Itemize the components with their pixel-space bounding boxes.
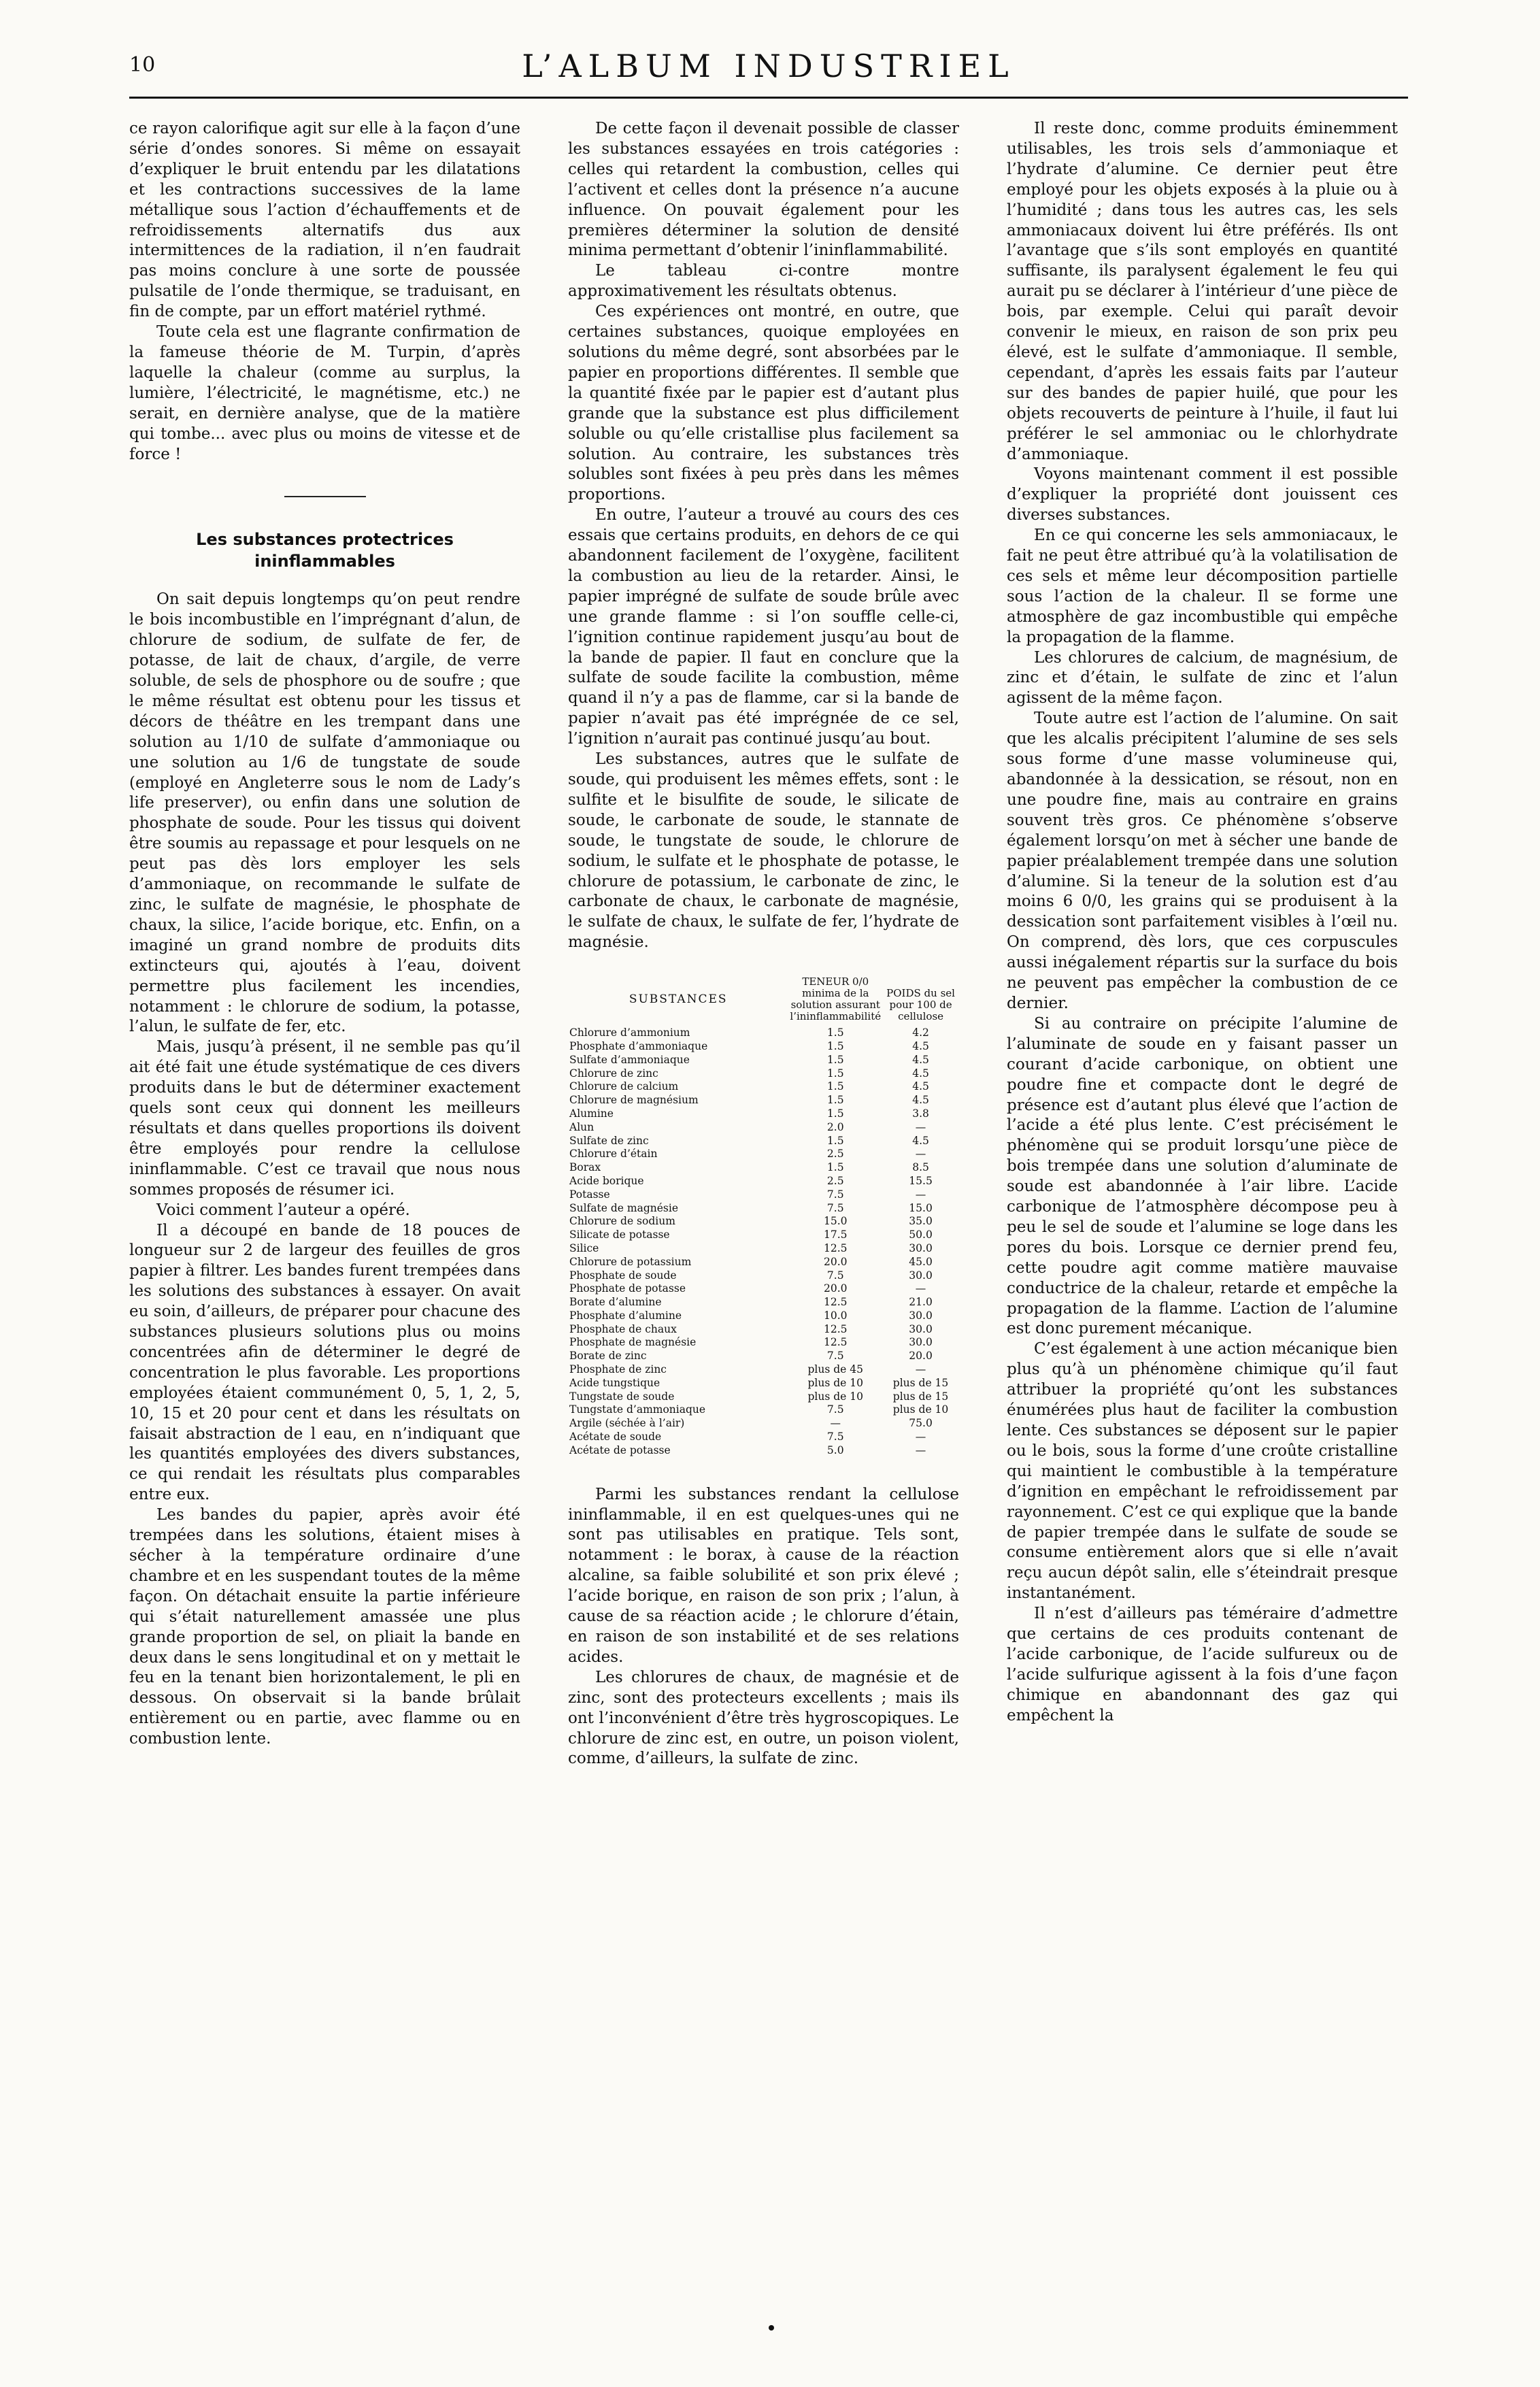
substance-name: Sulfate de magnésie [569,1201,678,1214]
header-rule [129,97,1408,99]
table-row [568,1135,959,1148]
substance-name: Tungstate d’ammoniaque [569,1403,706,1416]
table-row [568,1080,959,1094]
table-row [568,1107,959,1121]
teneur-value: 20.0 [823,1255,848,1268]
teneur-value: 1.5 [826,1053,844,1066]
poids-value: 30.0 [909,1269,933,1282]
poids-value: plus de 15 [892,1376,949,1389]
substance-name: Phosphate de zinc [569,1363,667,1376]
poids-value: 30.0 [909,1241,933,1254]
teneur-value: 12.5 [823,1296,848,1309]
poids-value: 4.5 [912,1053,929,1066]
substances-table [568,976,959,1458]
paragraph: Il n’est d’ailleurs pas téméraire d’admettre que certains de ces produits contenant de l’acide carbonique, de l’acide sulfureux ou de l’acide sulfurique agissent à la fois d’une façon chimique en abandonnant des gaz qui empêchent la [1007,1605,1398,1724]
teneur-value: plus de 10 [807,1376,863,1389]
table-row [568,1040,959,1054]
paragraph: Mais, jusqu’à présent, il ne semble pas qu’il ait été fait une étude systématique de ces divers produits dans le but de déterminer exactement quels sont ceux qui donnent les meilleurs résultats et dans quelles proportions ils doivent être employés pour rendre la cellulose ininflammable. C’est ce travail que nous nous sommes proposés de résumer ici. [129,1038,520,1199]
teneur-value: 2.0 [826,1120,844,1133]
teneur-value: 1.5 [826,1067,844,1080]
teneur-value: 5.0 [826,1443,844,1456]
substance-name: Chlorure de sodium [569,1215,675,1228]
table-row [568,1323,959,1337]
paragraph: Il a découpé en bande de 18 pouces de longueur sur 2 de largeur des feuilles de gros papier à filtrer. Les bandes furent trempées dans les solutions des substances à essayer. On avait eu soin, d’ailleurs, de préparer pour chacune des substances plusieurs solutions plus ou moins concentrées afin de déterminer le degré de concentration le plus favorable. Les proportions employées étaient communément 0, 5, 1, 2, 5, 10, 15 et 20 pour cent et dans les résultats on faisait abstraction de l eau, en n’indiquant que les quantités employées des divers substances, ce qui rendait les résultats plus comparables entre eux. [129,1221,520,1504]
paragraph: En ce qui concerne les sels ammoniacaux, le fait ne peut être attribué qu’à la volatilisation de ces sels et même leur décomposition partielle sous l’action de la chaleur. Il se forme une atmosphère de gaz incombustible qui empêche la propagation de la flamme. [1007,527,1398,646]
substance-name: Borate d’alumine [569,1296,662,1309]
table-row [568,1242,959,1256]
header-substances: SUBSTANCES [629,992,728,1006]
paragraph: Voici comment l’auteur a opéré. [156,1201,410,1219]
teneur-value: 7.5 [826,1269,844,1282]
poids-value: 4.5 [912,1039,929,1052]
poids-value: 3.8 [912,1107,929,1120]
paragraph: En outre, l’auteur a trouvé au cours des ces essais que certains produits, en dehors de ce qui abandonnent facilement de l’oxygène, facilitent la combustion au lieu de la retarder. Ainsi, le papier imprégné de sulfate de soude brûle avec une grande flamme : si l’on souffle celle-ci, l’ignition continue rapidement jusqu’au bout de la bande de papier. Il faut en conclure que la sulfate de soude facilite la combustion, même quand il n’y a pas de flamme, car si la bande de papier n’avait pas été imprégnée de ce sel, l’ignition n’aurait pas continué jusqu’au bout. [568,506,959,748]
substance-name: Argile (séchée à l’air) [569,1417,685,1430]
header-teneur: TENEUR 0/0 minima de la solution assurant l’ininflammabilité [790,975,882,1023]
substance-name: Sulfate de zinc [569,1134,649,1147]
paragraph: Les bandes du papier, après avoir été trempées dans les solutions, étaient mises à sécher à la température ordinaire d’une chambre et en les suspendant toutes de la même façon. On détachait ensuite la partie inférieure qui s’était naturellement amassée une plus grande proportion de sel, on pliait la bande en deux dans le sens longitudinal et on y mettait le feu en la tenant bien horizontalement, le pli en dessous. On observait si la bande brûlait entièrement ou en partie, avec flamme ou en combustion lente. [129,1506,520,1748]
poids-value: 4.5 [912,1067,929,1080]
teneur-value: 7.5 [826,1431,844,1443]
paragraph: Les substances, autres que le sulfate de soude, qui produisent les mêmes effets, sont : le sulfite et le bisulfite de soude, le silicate de soude, le carbonate de soude, le stannate de soude, le tungstate de soude, le chlorure de sodium, le sulfate et le phosphate de potasse, le chlorure de potassium, le carbonate de zinc, le carbonate de chaux, le carbonate de magnésie, le sulfate de chaux, le sulfate de fer, l’hydrate de magnésie. [568,750,959,952]
table-row [568,1067,959,1081]
substance-name: Borate de zinc [569,1350,647,1363]
poids-value: 4.5 [912,1134,929,1147]
poids-value: 15.5 [909,1174,933,1187]
poids-value: 45.0 [909,1255,933,1268]
section-title: Les substances protectrices ininflammables [196,530,454,571]
table-row [568,1256,959,1269]
paragraph: Les chlorures de calcium, de magnésium, de zinc et d’étain, le sulfate de zinc et l’alun agissent de la même façon. [1007,648,1398,707]
page-header [129,48,1408,88]
teneur-value: 1.5 [826,1107,844,1120]
table-row [568,1282,959,1296]
paragraph: Les chlorures de chaux, de magnésie et de zinc, sont des protecteurs excellents ; mais ils ont l’inconvénient d’être très hygroscopiques. Le chlorure de zinc est, en outre, un poison violent, comme, d’ailleurs, la sulfate de zinc. [568,1668,959,1768]
teneur-value: 1.5 [826,1094,844,1107]
poids-value: — [915,1188,926,1201]
table-body [568,1026,959,1458]
poids-value: 30.0 [909,1309,933,1322]
substance-name: Chlorure de potassium [569,1255,692,1268]
teneur-value: 1.5 [826,1039,844,1052]
poids-value: 21.0 [909,1296,933,1309]
table-row [568,1175,959,1188]
substance-name: Acétate de potasse [569,1443,671,1456]
paragraph: Voyons maintenant comment il est possible d’expliquer la propriété dont jouissent ces diverses substances. [1007,465,1398,524]
poids-value: — [915,1363,926,1376]
paragraph: Toute autre est l’action de l’alumine. On sait que les alcalis précipitent l’alumine de ses sels sous forme d’une masse volumineuse qui, abandonnée à la dessication, se résout, non en une poudre fine, mais au contraire en grains souvent très gros. Ce phénomène s’observe également lorsqu’on met à sécher une bande de papier préalablement trempée dans une solution d’alumine. Si la teneur de la solution est d’au moins 6 0/0, les grains qui se produisent à la dessication sont parfaitement visibles à l’œil nu. On comprend, dès lors, que ces corpuscules aussi inégalement répartis sur la surface du bois ne peuvent pas empêcher la combustion de ce dernier. [1007,710,1398,1012]
substance-name: Acide tungstique [569,1376,660,1389]
table-row [568,1363,959,1377]
substance-name: Borax [569,1161,601,1174]
substance-name: Silicate de potasse [569,1229,670,1241]
footer-dot [769,2325,774,2331]
paragraph: Il reste donc, comme produits éminemment utilisables, les trois sels d’ammoniaque et l’hydrate d’alumine. Ce dernier peut être employé pour les objets exposés à la pluie ou à l’humidité ; dans tous les autres cas, les sels ammoniacaux doivent lui être préférés. Ils ont l’avantage que s’ils sont employés en quantité suffisante, ils paralysent également le feu qui aurait pu se déclarer à l’intérieur d’une pièce de bois, par exemple. Celui qui paraît devoir convenir le mieux, en raison de son prix peu élevé, est le sulfate d’ammoniaque. Il semble, cependant, d’après les essais faits par l’auteur sur des bandes de papier huilé, que pour les objets recouverts de peinture à l’huile, il faut lui préférer le sel ammoniac ou le chlorhydrate d’ammoniaque. [1007,120,1398,463]
table-row [568,1431,959,1444]
substance-name: Alun [569,1120,595,1133]
teneur-value: 12.5 [823,1336,848,1349]
poids-value: 50.0 [909,1229,933,1241]
teneur-value: plus de 10 [807,1390,863,1403]
poids-value: 4.2 [912,1026,929,1039]
substance-name: Chlorure d’étain [569,1148,658,1161]
table-row [568,1309,959,1323]
substance-name: Phosphate d’alumine [569,1309,682,1322]
poids-value: 75.0 [909,1417,933,1430]
substance-name: Chlorure de zinc [569,1067,658,1080]
teneur-value: plus de 45 [807,1363,863,1376]
table-row [568,1026,959,1040]
teneur-value: 7.5 [826,1350,844,1363]
column-3 [1007,119,1398,1726]
paragraph: Si au contraire on précipite l’alumine de l’aluminate de soude en y faisant passer un courant d’acide carbonique, on obtient une poudre fine et compacte dont le degré de présence est d’autant plus élevé que l’action de l’acide a été plus lente. C’est précisément le phénomène qui se produit lorsqu’une pièce de bois trempée dans une solution d’aluminate de soude est abandonnée à l’air libre. L’acide carbonique de l’atmosphère décompose peu à peu le sel de soude et l’alumine se loge dans les pores du bois. Lorsque ce dernier prend feu, cette poudre agit comme matière mauvaise conductrice de la chaleur, retarde et empêche la propagation de la flamme. L’action de l’alumine est donc purement mécanique. [1007,1014,1398,1338]
paragraph: De cette façon il devenait possible de classer les substances essayées en trois catégories : celles qui retardent la combustion, celles qui l’activent et celles dont la présence n’a aucune influence. On pouvait également pour les premières déterminer la solution de densité minima permettant d’obtenir l’ininflammabilité. [568,120,959,260]
poids-value: 15.0 [909,1201,933,1214]
table-row [568,1215,959,1229]
teneur-value: 2.5 [826,1148,844,1161]
table-row [568,1202,959,1216]
poids-value: — [915,1148,926,1161]
substance-name: Chlorure d’ammonium [569,1026,690,1039]
table-row [568,1444,959,1458]
poids-value: 20.0 [909,1350,933,1363]
poids-value: plus de 10 [892,1403,949,1416]
teneur-value: 2.5 [826,1174,844,1187]
teneur-value: 17.5 [823,1229,848,1241]
table-row [568,1269,959,1283]
teneur-value: — [830,1417,841,1430]
substance-name: Chlorure de calcium [569,1080,679,1093]
poids-value: 30.0 [909,1336,933,1349]
poids-value: 30.0 [909,1322,933,1335]
paragraph: C’est également à une action mécanique bien plus qu’à un phénomène chimique qu’il faut attribuer la propriété qu’ont les substances énumérées plus haut de faciliter la combustion lente. Ces substances se déposent sur le papier ou le bois, sous la forme d’une croûte cristalline qui maintient le combustible à la température d’ignition en empêchant le refroidissement par rayonnement. C’est ce qui explique que la bande de papier trempée dans le sulfate de soude se consume entièrement alors que si elle n’avait reçu aucun dépôt salin, elle s’éteindrait presque instantanément. [1007,1340,1398,1603]
table-row [568,1390,959,1404]
page-number: 10 [129,53,156,77]
table-row [568,1296,959,1309]
paragraph: Le tableau ci-contre montre approximativement les résultats obtenus. [568,262,959,301]
teneur-value: 10.0 [823,1309,848,1322]
table-row [568,1403,959,1417]
column-2 [568,119,959,1769]
table-row [568,1054,959,1067]
paragraph: On sait depuis longtemps qu’on peut rendre le bois incombustible en l’imprégnant d’alun, de chlorure de sodium, de sulfate de fer, de potasse, de lait de chaux, d’argile, de verre soluble, de sels de phosphore ou de soufre ; que le même résultat est obtenu pour les tissus et décors de théâtre en les trempant dans une solution au 1/10 de sulfate d’ammoniaque ou une solution au 1/6 de tungstate de soude (employé en Angleterre sous le nom de Lady’s life preserver), ou enfin dans une solution de phosphate de soude. Pour les tissus qui doivent être soumis au repassage et pour lesquels on ne peut pas dès lors employer les sels d’ammoniaque, on recommande le sulfate de zinc, le sulfate de magnésie, le phosphate de chaux, la silice, l’acide borique, etc. Enfin, on a imaginé un grand nombre de produits dits extincteurs qui, ajoutés à l’eau, doivent permettre plus facilement les incendies, notamment : le chlorure de sodium, la potasse, l’alun, le sulfate de fer, etc. [129,590,520,1036]
poids-value: — [915,1282,926,1295]
column-1 [129,119,520,1750]
poids-value: plus de 15 [892,1390,949,1403]
paragraph: Ces expériences ont montré, en outre, que certaines substances, quoique employées en solutions du même degré, sont absorbées par le papier en proportions différentes. Il semble que la quantité fixée par le papier est d’autant plus grande que la substance est plus difficilement soluble ou qu’elle cristallise plus facilement sa solution. Au contraire, les substances très solubles sont fixées à peu près dans les mêmes proportions. [568,303,959,504]
substance-name: Phosphate de magnésie [569,1336,697,1349]
table-row [568,1121,959,1135]
substance-name: Sulfate d’ammoniaque [569,1053,690,1066]
table-row [568,1417,959,1431]
teneur-value: 12.5 [823,1241,848,1254]
journal-title: L’ALBUM INDUSTRIEL [522,48,1016,84]
substance-name: Silice [569,1241,599,1254]
poids-value: 4.5 [912,1080,929,1093]
substance-name: Acide borique [569,1174,644,1187]
poids-value: 35.0 [909,1215,933,1228]
table-row [568,1350,959,1363]
teneur-value: 15.0 [823,1215,848,1228]
substance-name: Acétate de soude [569,1431,662,1443]
substance-name: Phosphate d’ammoniaque [569,1039,708,1052]
teneur-value: 12.5 [823,1322,848,1335]
substance-name: Chlorure de magnésium [569,1094,699,1107]
table-row [568,1377,959,1390]
teneur-value: 1.5 [826,1161,844,1174]
table-row [568,1148,959,1161]
substance-name: Potasse [569,1188,610,1201]
teneur-value: 1.5 [826,1134,844,1147]
substance-name: Alumine [569,1107,614,1120]
substance-name: Phosphate de potasse [569,1282,686,1295]
paragraph: Parmi les substances rendant la cellulose ininflammable, il en est quelques-unes qui ne sont pas utilisables en pratique. Tels sont, notamment : le borax, à cause de la réaction alcaline, sa faible solubilité et son prix élevé ; l’acide borique, en raison de son prix ; l’alun, à cause de sa réaction acide ; le chlorure d’étain, en raison de son instabilité et de ses relations acides. [568,1485,959,1666]
paragraph: Toute cela est une flagrante confirmation de la fameuse théorie de M. Turpin, d’après laquelle la chaleur (comme au surplus, la lumière, l’électricité, le magnétisme, etc.) ne serait, en dernière analyse, que de la matière qui tombe... avec plus ou moins de vitesse et de force ! [129,323,520,463]
table-row [568,1336,959,1350]
teneur-value: 7.5 [826,1188,844,1201]
table-row [568,1229,959,1242]
substance-name: Phosphate de chaux [569,1322,677,1335]
poids-value: 8.5 [912,1161,929,1174]
poids-value: — [915,1443,926,1456]
poids-value: — [915,1431,926,1443]
teneur-value: 7.5 [826,1201,844,1214]
table-row [568,1188,959,1202]
section-divider [284,496,366,497]
poids-value: — [915,1120,926,1133]
substance-name: Phosphate de soude [569,1269,677,1282]
teneur-value: 20.0 [823,1282,848,1295]
header-poids: POIDS du sel pour 100 de cellulose [886,987,955,1023]
teneur-value: 1.5 [826,1026,844,1039]
table-row [568,1161,959,1175]
paragraph: ce rayon calorifique agit sur elle à la façon d’une série d’ondes sonores. Si même on essayait d’expliquer le bruit entendu par les dilatations et les contractions successives de la lame métallique sous l’action d’échauffements et de refroidissements alternatifs dus aux intermittences de la radiation, il n’en faudrait pas moins conclure à une sorte de poussée pulsatile de l’onde thermique, se traduisant, en fin de compte, par un effort matériel rythmé. [129,120,520,321]
poids-value: 4.5 [912,1094,929,1107]
table-row [568,1094,959,1107]
teneur-value: 1.5 [826,1080,844,1093]
substance-name: Tungstate de soude [569,1390,675,1403]
teneur-value: 7.5 [826,1403,844,1416]
